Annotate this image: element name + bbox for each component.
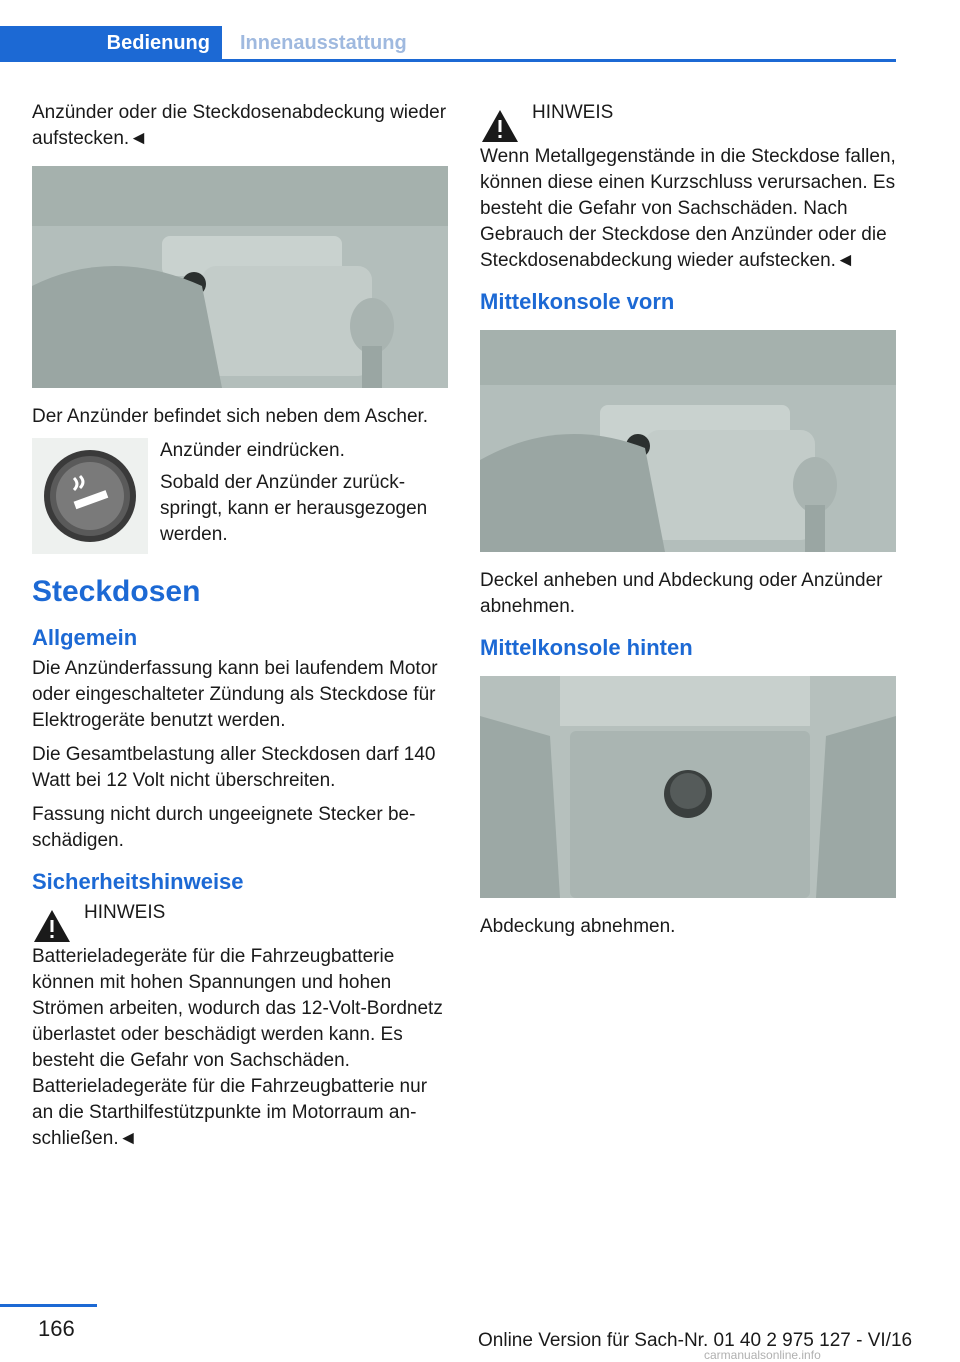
warning-triangle-icon bbox=[480, 108, 520, 144]
subheading-sicherheitshinweise: Sicherheitshinweise bbox=[32, 869, 244, 894]
paragraph: Anzünder oder die Steckdosenabdeckung wieder aufstecken.◄ bbox=[32, 102, 447, 149]
lighter-instruction bbox=[32, 438, 448, 554]
subheading-mittelkonsole-vorn: Mittelkonsole vorn bbox=[480, 289, 675, 314]
warning-box bbox=[32, 900, 448, 944]
front-console-photo bbox=[480, 330, 896, 552]
paragraph: Die Gesamtbelastung aller Steckdosen darf 140 Watt bei 12 Volt nicht überschreiten. bbox=[32, 744, 436, 791]
paragraph: Deckel anheben und Abdeckung oder Anzünder abnehmen. bbox=[480, 570, 883, 617]
page-number: 166 bbox=[38, 1316, 75, 1341]
step-2: Sobald der Anzünder zurückspringt, kann er herausgezogen werden. bbox=[160, 472, 428, 545]
paragraph: Die Anzünderfassung kann bei laufendem Motor oder eingeschalteter Zündung als Steckdose für Elektrogeräte benutzt werden. bbox=[32, 658, 438, 731]
footer-rule bbox=[0, 1304, 97, 1307]
warning-content bbox=[84, 900, 165, 944]
watermark: carmanualsonline.info bbox=[704, 1348, 821, 1362]
warning-content bbox=[532, 100, 613, 144]
online-version-note: Online Version für Sach-Nr. 01 40 2 975 127 - VI/16 bbox=[478, 1330, 913, 1351]
subheading-allgemein: Allgemein bbox=[32, 625, 138, 650]
left-column bbox=[32, 100, 448, 1160]
paragraph: Fassung nicht durch ungeeignete Stecker beschädigen. bbox=[32, 804, 416, 851]
header-rule bbox=[0, 59, 896, 62]
paragraph: Der Anzünder befindet sich neben dem Ascher. bbox=[32, 406, 429, 427]
warning-text: Batterieladegeräte für die Fahrzeugbatterie können mit hohen Spannungen und hohen Strömen arbeiten, wodurch das 12-Volt-Bordnetz überlastet oder beschädigt werden kann. Es besteht die Gefahr von Sachschäden. Batterieladegeräte für die Fahrzeugbatterie nur an die Starthilfestützpunkte im Motorraum anschließen.◄ bbox=[32, 946, 443, 1149]
lighter-steps bbox=[160, 438, 448, 554]
warning-title: HINWEIS bbox=[532, 102, 614, 123]
tab-innenausstattung[interactable]: Innenausstattung bbox=[240, 32, 407, 54]
warning-title: HINWEIS bbox=[84, 902, 166, 923]
paragraph: Abdeckung abnehmen. bbox=[480, 916, 676, 937]
tab-bedienung[interactable]: Bedienung bbox=[0, 26, 222, 60]
rear-console-photo bbox=[480, 676, 896, 898]
warning-text: Wenn Metallgegenstände in die Steckdose fallen, können diese einen Kurzschluss verursachen. Es besteht die Gefahr von Sachschäden. Nach Gebrauch der Steckdose den Anzünder oder die Steckdosenabdeckung wieder aufstecken.◄ bbox=[480, 146, 896, 271]
center-console-photo bbox=[32, 166, 448, 388]
warning-box bbox=[480, 100, 896, 144]
step-1: Anzünder eindrücken. bbox=[160, 440, 345, 461]
right-column bbox=[480, 100, 896, 948]
chapter-tabbar bbox=[0, 26, 896, 60]
section-heading-steckdosen: Steckdosen bbox=[32, 575, 201, 608]
cigarette-lighter-icon bbox=[32, 438, 148, 554]
warning-triangle-icon bbox=[32, 908, 72, 944]
subheading-mittelkonsole-hinten: Mittelkonsole hinten bbox=[480, 635, 693, 660]
